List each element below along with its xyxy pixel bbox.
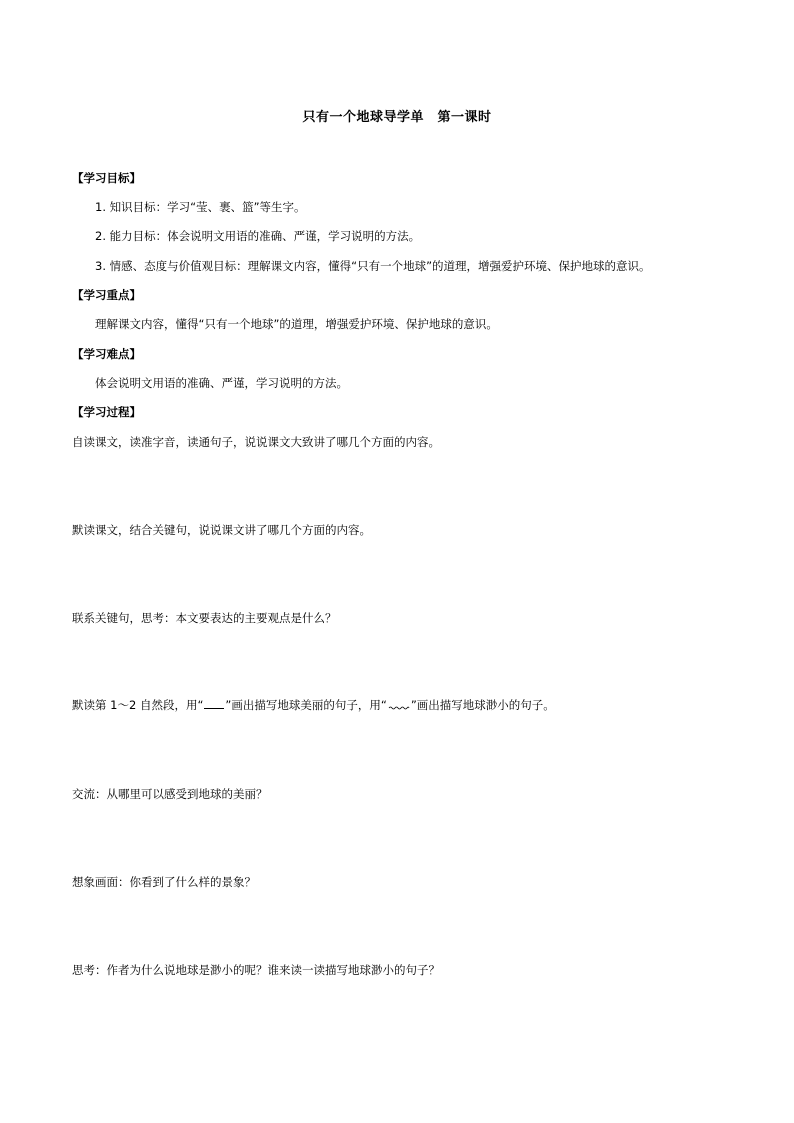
learning-focus-text: 理解课文内容，懂得“只有一个地球”的道理，增强爱护环境、保护地球的意识。 xyxy=(95,317,498,331)
straight-underline-mark-icon xyxy=(204,698,224,709)
learning-focus-heading: 【学习重点】 xyxy=(72,288,141,302)
learning-difficulty-heading: 【学习难点】 xyxy=(72,347,141,361)
question-imagine: 想象画面：你看到了什么样的景象？ xyxy=(72,875,256,889)
question-mark-sentences xyxy=(72,697,555,713)
question-mark-part-3: ”画出描写地球渺小的句子。 xyxy=(410,698,555,712)
learning-process-heading: 【学习过程】 xyxy=(72,405,141,419)
question-silent-read: 默读课文，结合关键句，说说课文讲了哪几个方面的内容。 xyxy=(72,523,371,537)
learning-difficulty-text: 体会说明文用语的准确、严谨，学习说明的方法。 xyxy=(95,376,348,390)
question-read-aloud: 自读课文，读准字音，读通句子，说说课文大致讲了哪几个方面的内容。 xyxy=(72,435,440,449)
goal-emotion: 3. 情感、态度与价值观目标：理解课文内容，懂得“只有一个地球”的道理，增强爱护环境、保护地球的意识。 xyxy=(95,259,651,273)
document-title: 只有一个地球导学单 第一课时 xyxy=(302,110,492,125)
question-main-idea: 联系关键句，思考：本文要表达的主要观点是什么？ xyxy=(72,611,337,625)
learning-goals-heading: 【学习目标】 xyxy=(72,171,141,185)
question-mark-part-2: ”画出描写地球美丽的句子，用“ xyxy=(225,698,387,712)
question-small-earth: 思考：作者为什么说地球是渺小的呢？谁来读一读描写地球渺小的句子？ xyxy=(72,963,440,977)
goal-knowledge: 1. 知识目标：学习“莹、裹、篮”等生字。 xyxy=(95,200,306,214)
goal-ability: 2. 能力目标：体会说明文用语的准确、严谨，学习说明的方法。 xyxy=(95,229,421,243)
wavy-underline-mark-icon xyxy=(388,700,410,710)
question-mark-part-1: 默读第 1～2 自然段，用“ xyxy=(72,698,204,712)
question-beauty: 交流：从哪里可以感受到地球的美丽？ xyxy=(72,787,268,801)
